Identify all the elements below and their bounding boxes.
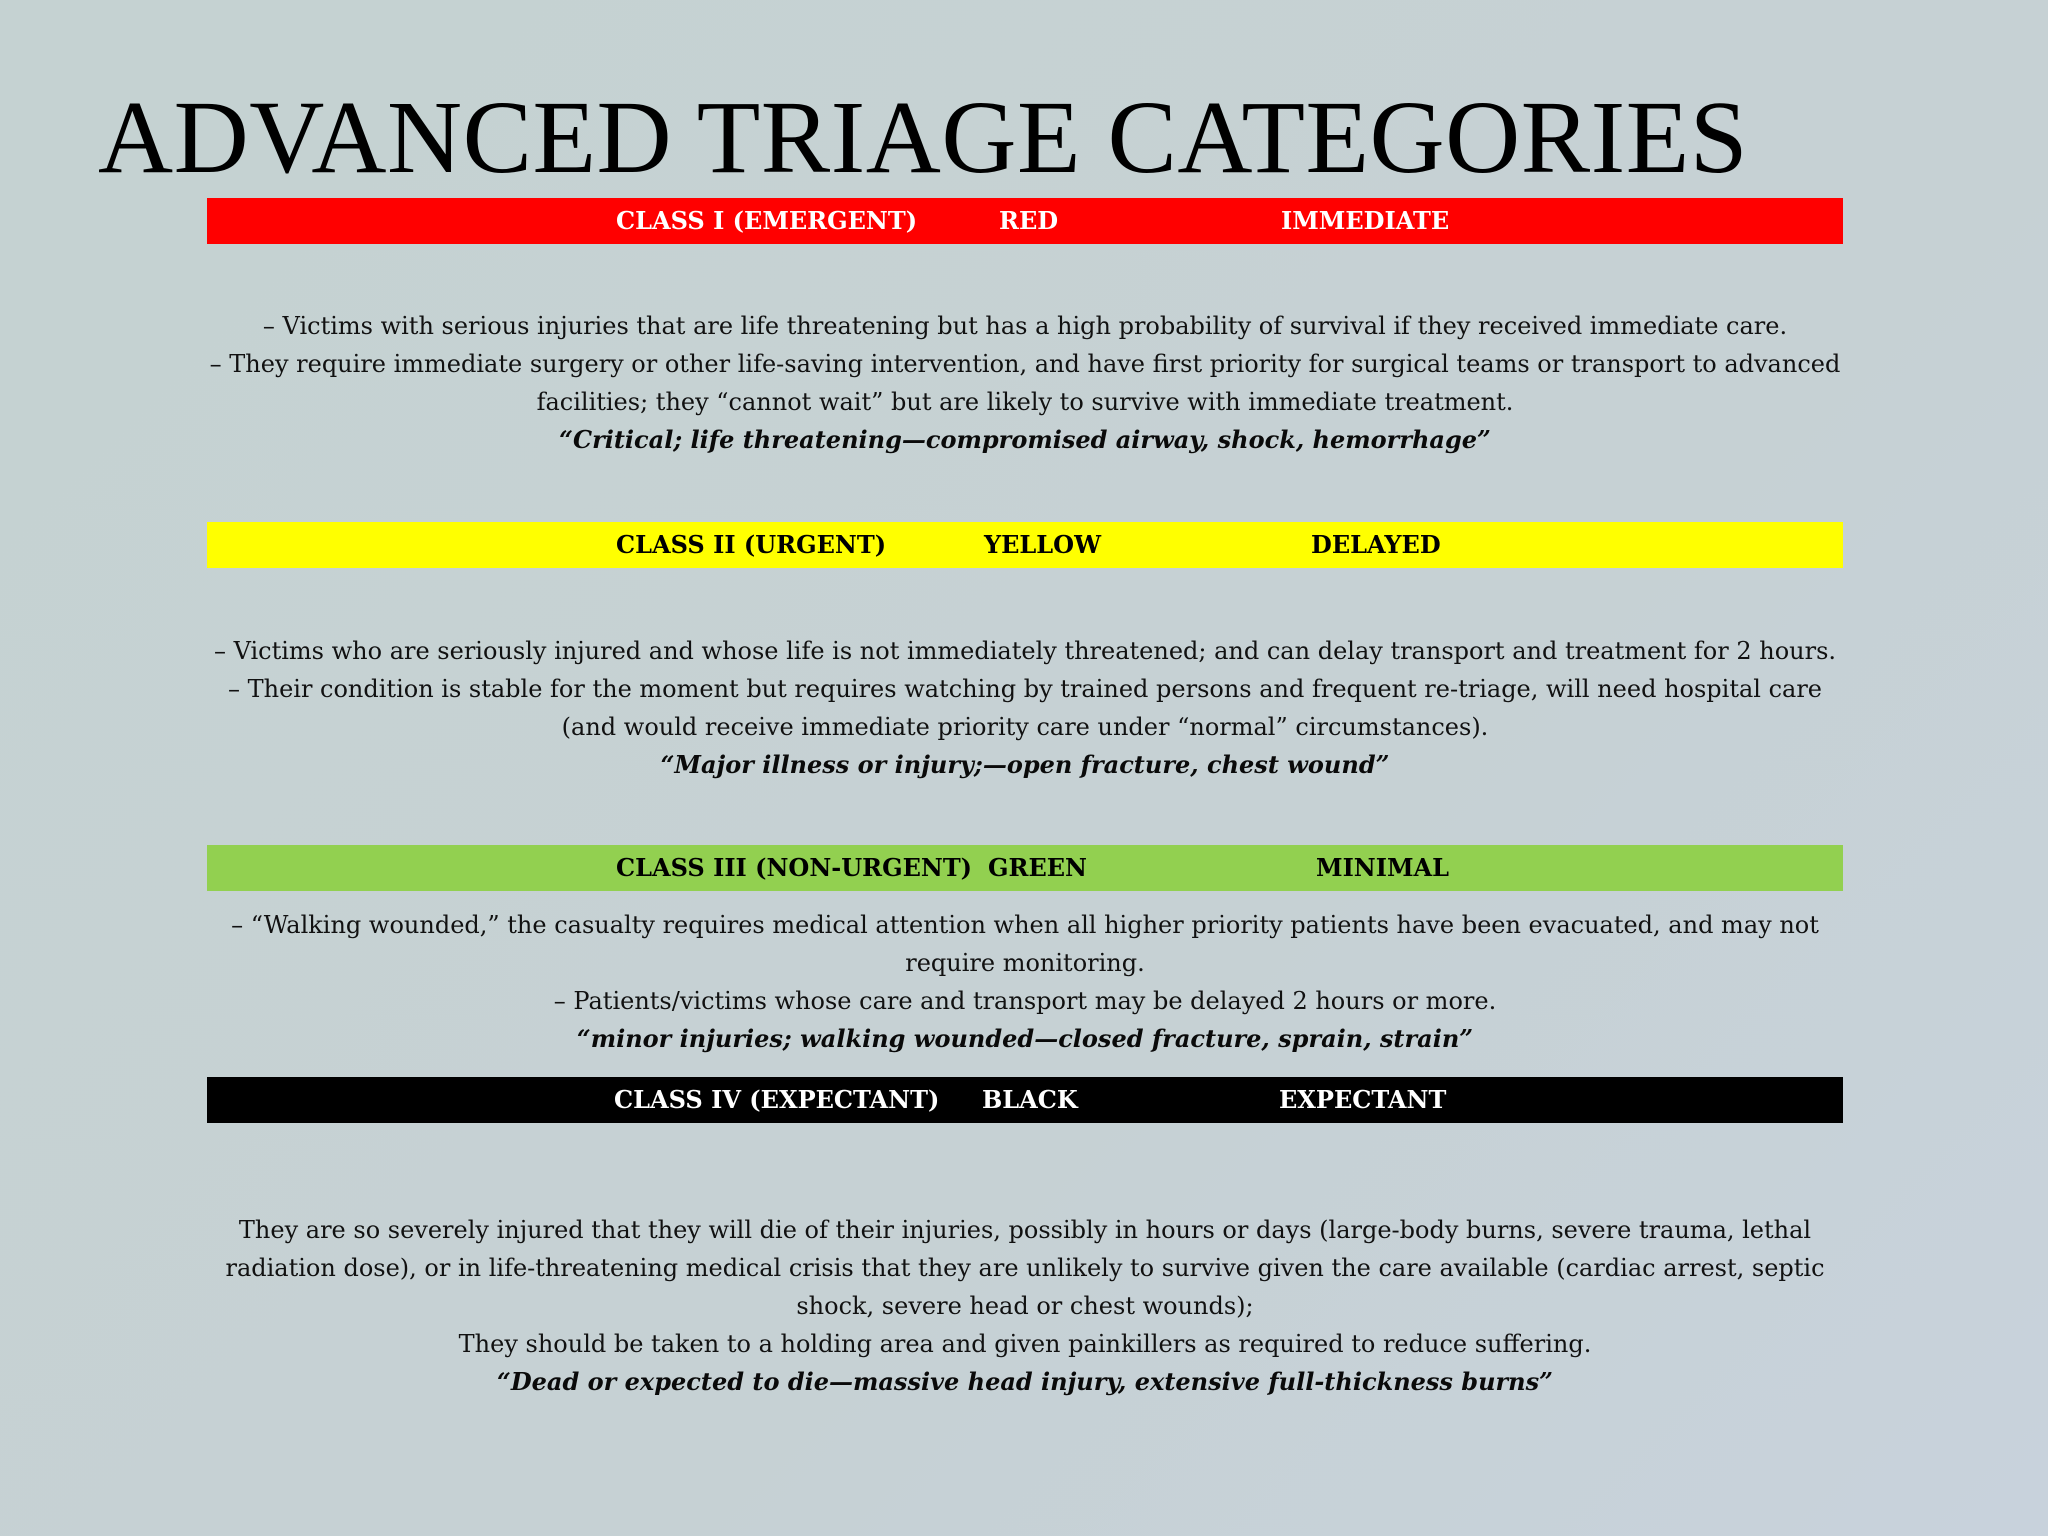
description-quote: “minor injuries; walking wounded—closed fracture, sprain, strain” [576, 1024, 1474, 1053]
description-quote: “Dead or expected to die—massive head injury, extensive full-thickness burns” [497, 1367, 1553, 1396]
category-color-label: BLACK [982, 1085, 1078, 1114]
description-line: They should be taken to a holding area and given painkillers as required to reduce suffering. [458, 1330, 1592, 1358]
category-description-class-iii [207, 906, 1843, 1058]
description-line: – “Walking wounded,” the casualty requires medical attention when all higher priority patients have been evacuated, and may not require monitoring. [231, 911, 1819, 977]
category-class-label: CLASS I (EMERGENT) [616, 206, 918, 235]
category-color-label: RED [999, 206, 1059, 235]
description-line: – They require immediate surgery or other life-saving intervention, and have first priority for surgical teams or transport to advanced facilities; they “cannot wait” but are likely to survive with immediate treatment. [209, 350, 1841, 416]
category-color-label: YELLOW [984, 530, 1102, 559]
category-description-class-ii [207, 632, 1843, 784]
category-band-class-iv [207, 1077, 1843, 1123]
category-priority-label: MINIMAL [1316, 853, 1450, 882]
category-band-class-iii [207, 845, 1843, 891]
category-class-label: CLASS IV (EXPECTANT) [614, 1085, 940, 1114]
description-line: They are so severely injured that they will die of their injuries, possibly in hours or days (large-body burns, severe trauma, lethal radiation dose), or in life-threatening medical crisis that they are unlikely to survive given the care available (cardiac arrest, septic shock, severe head or chest wounds); [225, 1216, 1825, 1320]
category-class-label: CLASS II (URGENT) [616, 530, 887, 559]
category-priority-label: EXPECTANT [1279, 1085, 1447, 1114]
description-quote: “Critical; life threatening—compromised airway, shock, hemorrhage” [559, 425, 1491, 454]
category-color-label: GREEN [988, 853, 1087, 882]
description-line: – Their condition is stable for the moment but requires watching by trained persons and frequent re-triage, will need hospital care (and would receive immediate priority care under “normal” circumstances). [227, 675, 1823, 741]
page-title: ADVANCED TRIAGE CATEGORIES [98, 80, 1749, 195]
category-description-class-i [207, 307, 1843, 459]
description-line: – Victims with serious injuries that are life threatening but has a high probability of survival if they received immediate care. [262, 312, 1788, 340]
description-line: – Victims who are seriously injured and whose life is not immediately threatened; and can delay transport and treatment for 2 hours. [213, 637, 1837, 665]
category-band-class-ii [207, 522, 1843, 568]
category-priority-label: DELAYED [1311, 530, 1441, 559]
category-band-class-i [207, 198, 1843, 244]
description-quote: “Major illness or injury;—open fracture, chest wound” [660, 750, 1390, 779]
category-class-label: CLASS III (NON-URGENT) [616, 853, 973, 882]
category-description-class-iv [207, 1211, 1843, 1401]
description-line: – Patients/victims whose care and transport may be delayed 2 hours or more. [553, 987, 1497, 1015]
category-priority-label: IMMEDIATE [1281, 206, 1450, 235]
